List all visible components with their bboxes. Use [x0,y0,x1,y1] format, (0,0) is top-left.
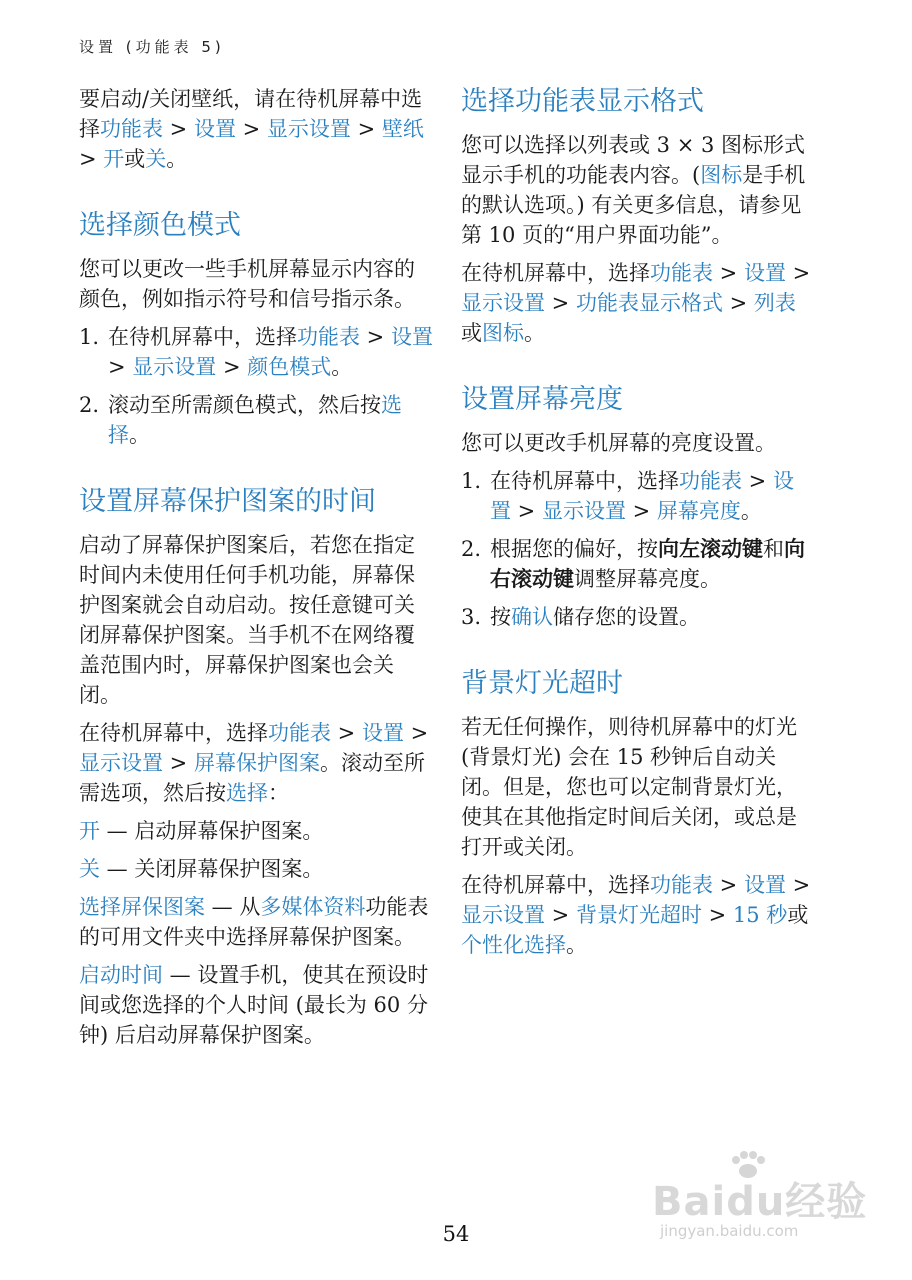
list-item: 1. 在待机屏幕中，选择功能表 > 设置 > 显示设置 > 颜色模式。 [79,325,433,379]
watermark-logo: Baidu经验 [652,1179,868,1225]
watermark-url: jingyan.baidu.com [660,1222,799,1240]
option-on: 开 — 启动屏幕保护图案。 [79,819,324,843]
wallpaper-paragraph: 要启动/关闭壁纸，请在待机屏幕中选择功能表 > 设置 > 显示设置 > 壁纸 > 开或关。 [79,87,424,171]
color-mode-steps [79,322,434,450]
option-off: 关 — 关闭屏幕保护图案。 [79,857,324,881]
right-column [461,84,811,968]
color-mode-description: 您可以更改一些手机屏幕显示内容的颜色，例如指示符号和信号指示条。 [79,257,415,311]
settings-link: 设置 [193,117,236,141]
screensaver-path: 在待机屏幕中，选择功能表 > 设置 > 显示设置 > 屏幕保护图案。滚动至所需选项，然后按选择： [79,721,429,805]
list-item: 2. 根据您的偏好，按向左滚动键和向右滚动键调整屏幕亮度。 [461,537,805,591]
brightness-description: 您可以更改手机屏幕的亮度设置。 [461,431,776,455]
running-header: 设置 (功能表 5) [79,38,225,56]
menu-format-heading: 选择功能表显示格式 [461,86,704,117]
list-item: 2. 滚动至所需颜色模式，然后按选择。 [79,393,402,447]
menu-format-path: 在待机屏幕中，选择功能表 > 设置 > 显示设置 > 功能表显示格式 > 列表或图标。 [461,261,811,345]
wallpaper-link: 壁纸 [381,117,424,141]
backlight-description: 若无任何操作，则待机屏幕中的灯光 (背景灯光) 会在 15 秒钟后自动关闭。但是，您也可以定制背景灯光，使其在其他指定时间后关闭，或总是打开或关闭。 [461,715,797,859]
off-link: 关 [145,147,167,171]
screensaver-description: 启动了屏幕保护图案后，若您在指定时间内未使用任何手机功能，屏幕保护图案就会自动启动。按任意键可关闭屏幕保护图案。当手机不在网络覆盖范围内时，屏幕保护图案也会关闭。 [79,533,415,707]
screensaver-heading: 设置屏幕保护图案的时间 [79,486,376,517]
option-start-time: 启动时间 — 设置手机，使其在预设时间或您选择的个人时间 (最长为 60 分钟) 后启动屏幕保护图案。 [79,963,429,1047]
page-number: 54 [442,1222,470,1246]
option-select-image: 选择屏保图案 — 从多媒体资料功能表的可用文件夹中选择屏幕保护图案。 [79,895,429,949]
menu-link: 功能表 [100,117,163,141]
list-item: 1. 在待机屏幕中，选择功能表 > 设置 > 显示设置 > 屏幕亮度。 [461,469,794,523]
on-link: 开 [103,147,125,171]
list-item: 3. 按确认储存您的设置。 [461,605,700,629]
left-column [79,84,434,1058]
brightness-steps [461,466,811,632]
backlight-path: 在待机屏幕中，选择功能表 > 设置 > 显示设置 > 背景灯光超时 > 15 秒或个性化选择。 [461,873,811,957]
backlight-heading: 背景灯光超时 [461,668,623,699]
color-mode-heading: 选择颜色模式 [79,210,241,241]
menu-format-description: 您可以选择以列表或 3 × 3 图标形式显示手机的功能表内容。(图标是手机的默认选项。) 有关更多信息，请参见第 10 页的“用户界面功能”。 [461,133,806,247]
brightness-heading: 设置屏幕亮度 [461,384,623,415]
display-settings-link: 显示设置 [266,117,351,141]
